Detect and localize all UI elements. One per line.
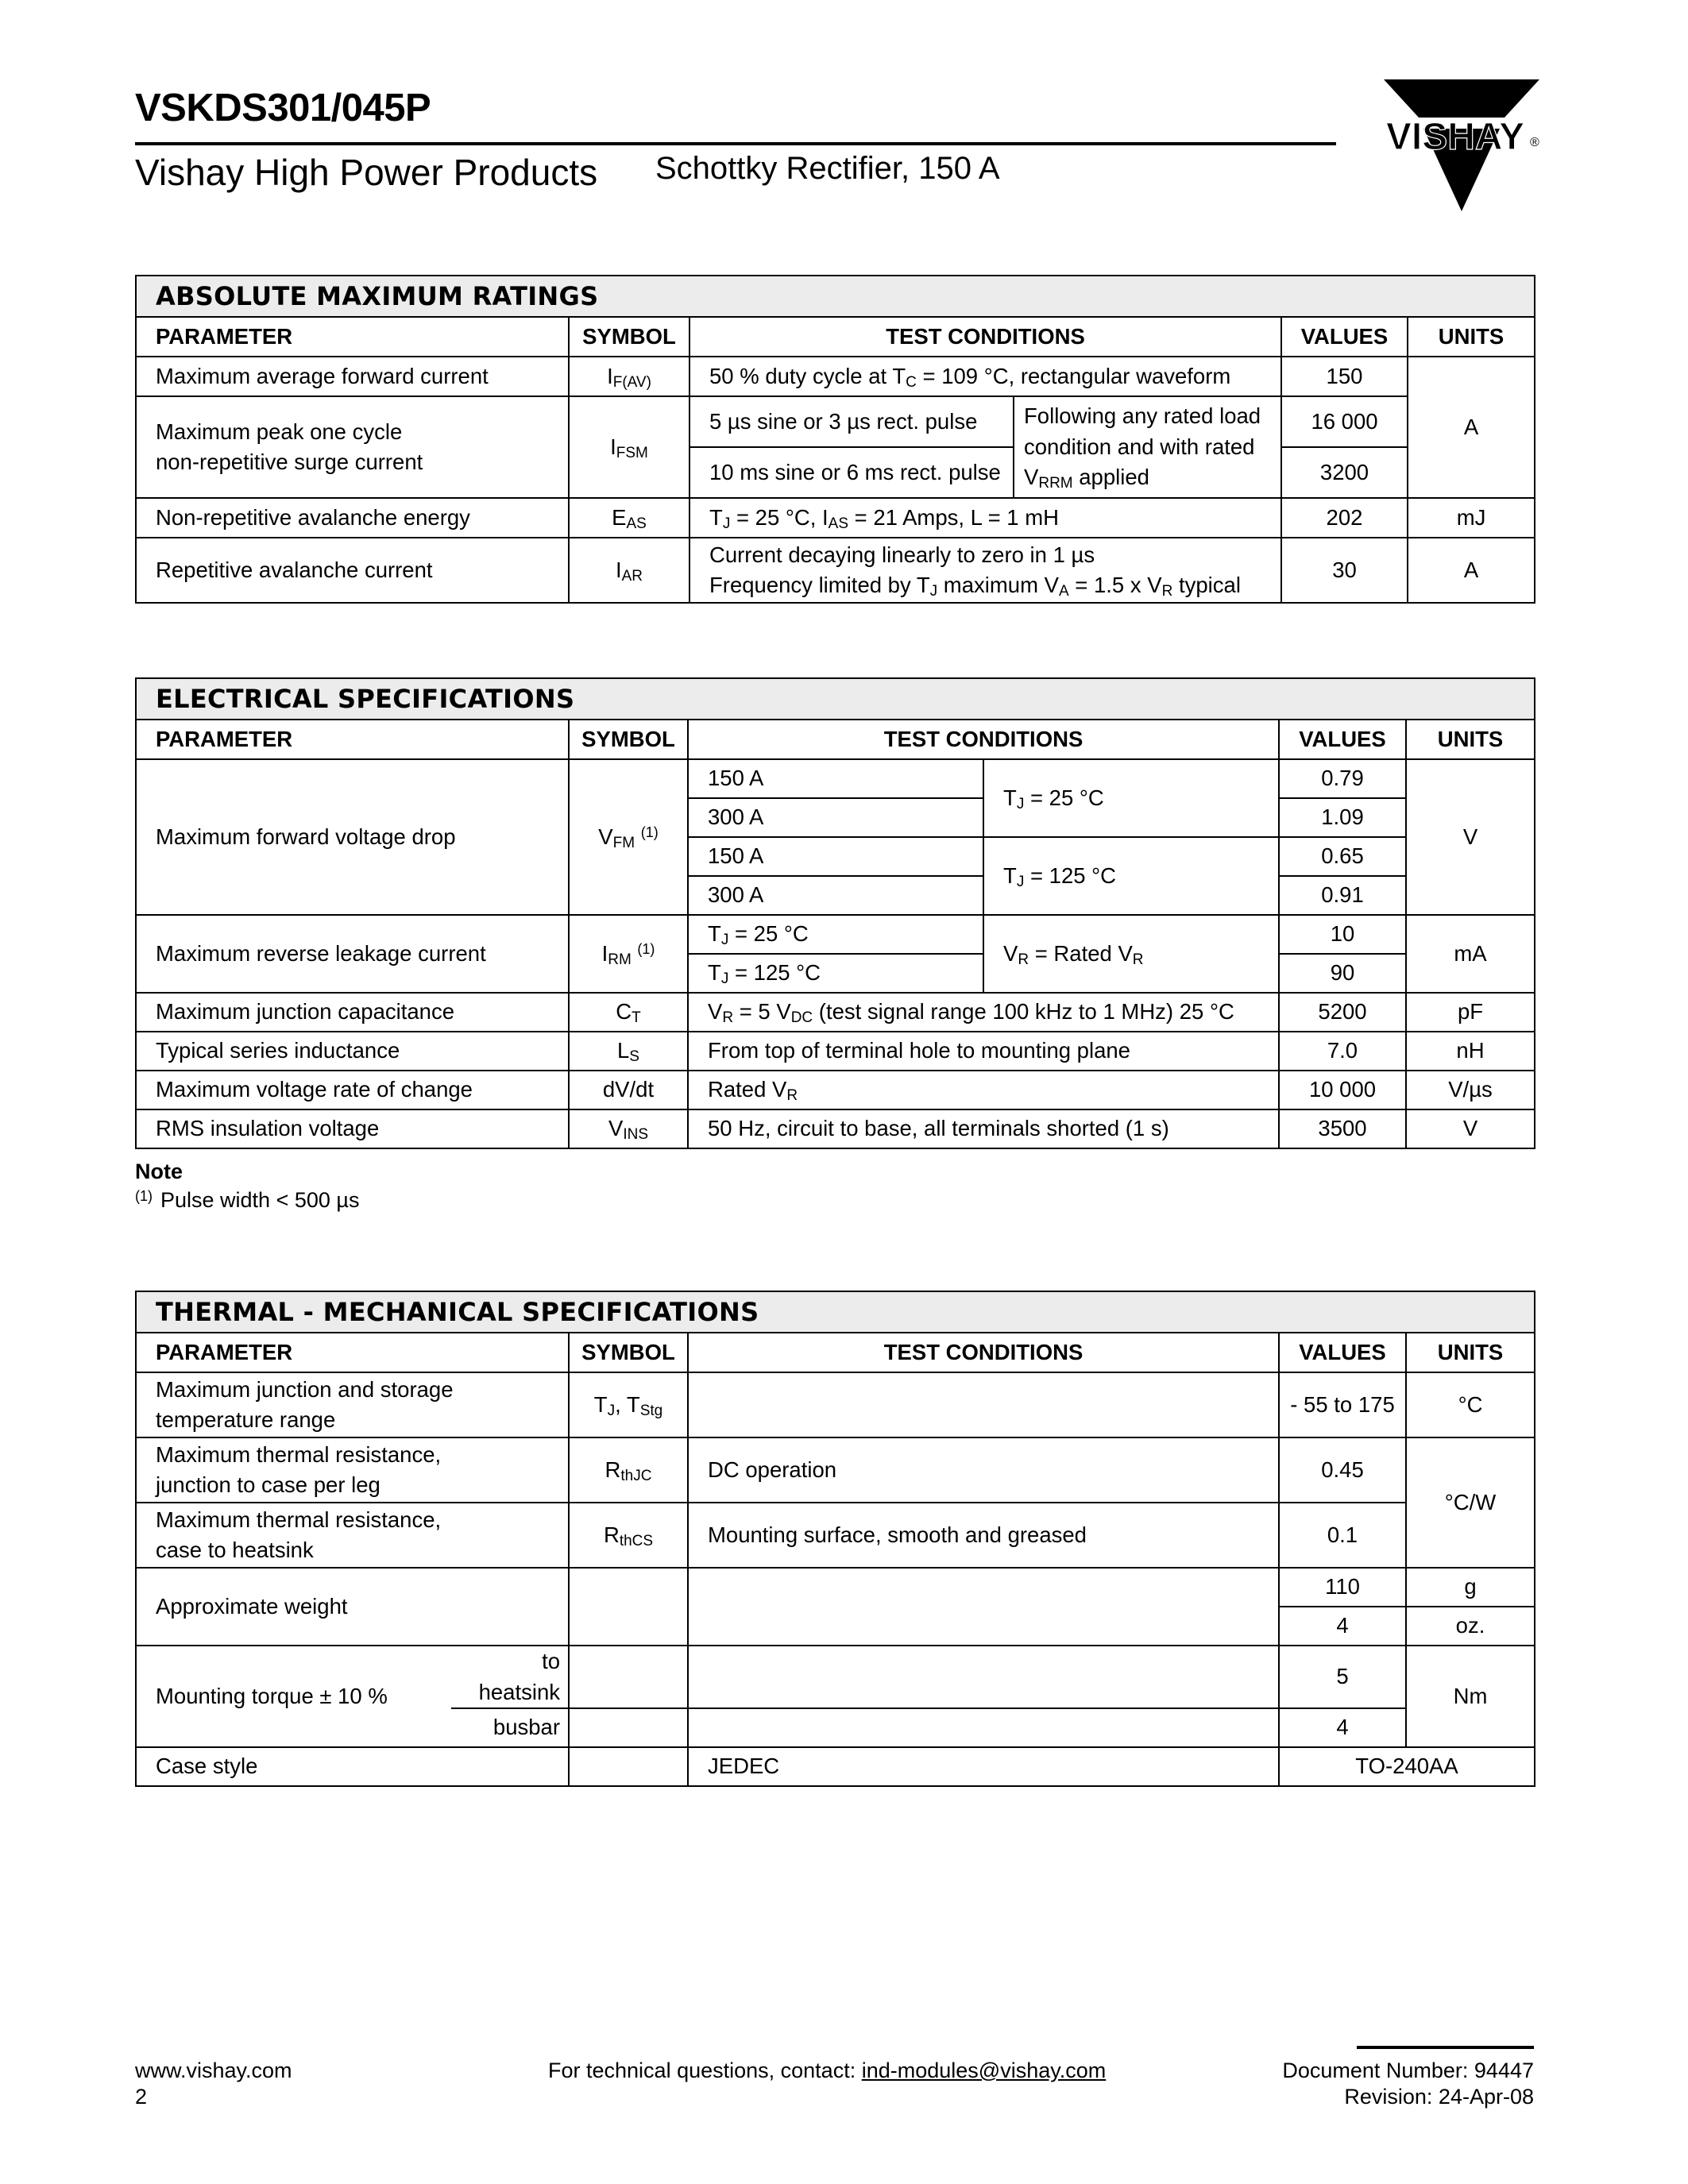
value: - 55 to 175 <box>1279 1372 1406 1437</box>
param: Approximate weight <box>136 1568 569 1646</box>
table-row <box>136 357 1535 396</box>
vishay-logo <box>1384 79 1539 211</box>
col-test-conditions: TEST CONDITIONS <box>688 720 1279 759</box>
value: 16 000 <box>1281 396 1408 447</box>
value: 202 <box>1281 498 1408 538</box>
value: 4 <box>1279 1708 1406 1747</box>
test-condition: 5 µs sine or 3 µs rect. pulse <box>689 396 1014 447</box>
section-title: ELECTRICAL SPECIFICATIONS <box>136 678 1535 720</box>
value: 3500 <box>1279 1109 1406 1148</box>
unit: V/µs <box>1406 1071 1535 1109</box>
unit: A <box>1408 538 1535 603</box>
table-row <box>136 1568 1535 1607</box>
param: Maximum thermal resistance, junction to case per leg <box>136 1437 569 1503</box>
value: 0.91 <box>1279 876 1406 915</box>
test-condition: Mounting surface, smooth and greased <box>688 1503 1279 1568</box>
table-row <box>136 1503 1535 1568</box>
division-name: Vishay High Power Products <box>135 152 598 193</box>
table-row <box>136 1372 1535 1437</box>
logo-text: VISHAY <box>1385 116 1525 158</box>
unit: nH <box>1406 1032 1535 1071</box>
electrical-specifications-table <box>135 677 1535 1149</box>
symbol: $T_J$, $T_{Stg}$ <box>569 1372 688 1437</box>
col-units: UNITS <box>1406 1333 1535 1372</box>
unit: V <box>1406 1109 1535 1148</box>
param: Maximum forward voltage drop <box>136 759 569 915</box>
param: Maximum junction and storage temperature range <box>136 1372 569 1437</box>
param: RMS insulation voltage <box>136 1109 569 1148</box>
thermal-mechanical-table <box>135 1291 1535 1787</box>
col-test-conditions: TEST CONDITIONS <box>688 1333 1279 1372</box>
param: Maximum peak one cycle non-repetitive surge current <box>136 396 569 498</box>
symbol <box>569 1568 688 1646</box>
unit: oz. <box>1406 1607 1535 1646</box>
sub-param: busbar <box>451 1708 569 1747</box>
col-symbol: SYMBOL <box>569 1333 688 1372</box>
param: Maximum thermal resistance, case to heatsink <box>136 1503 569 1568</box>
param: Maximum average forward current <box>136 357 569 396</box>
col-symbol: SYMBOL <box>569 720 688 759</box>
value: 150 <box>1281 357 1408 396</box>
value: 1.09 <box>1279 798 1406 837</box>
value: 30 <box>1281 538 1408 603</box>
value: 0.65 <box>1279 837 1406 876</box>
value: 110 <box>1279 1568 1406 1607</box>
test-temperature: $T_J = 125$ °C <box>688 954 983 993</box>
test-condition-note: Following any rated load condition and with rated $V_{RRM}$ applied <box>1014 396 1281 498</box>
col-values: VALUES <box>1279 720 1406 759</box>
value: 10 <box>1279 915 1406 954</box>
col-units: UNITS <box>1406 720 1535 759</box>
document-number: Document Number: 94447 <box>1282 2059 1534 2082</box>
symbol: $I_{F(AV)}$ <box>569 357 689 396</box>
test-current: 300 A <box>688 876 983 915</box>
param: Maximum junction capacitance <box>136 993 569 1032</box>
test-condition: $T_J = 25$ °C, $I_{AS} = 21$ Amps, L = 1 mH <box>689 498 1281 538</box>
test-current: 300 A <box>688 798 983 837</box>
value: 10 000 <box>1279 1071 1406 1109</box>
param: Typical series inductance <box>136 1032 569 1071</box>
value: TO-240AA <box>1279 1747 1535 1786</box>
value: 5200 <box>1279 993 1406 1032</box>
test-condition: Current decaying linearly to zero in 1 µs Frequency limited by $T_J$ maximum $V_A = 1.5$ x $V_R$ typical <box>689 538 1281 603</box>
value: 7.0 <box>1279 1032 1406 1071</box>
footer-contact: For technical questions, contact: ind-modules@vishay.com <box>548 2059 1107 2082</box>
note-heading: Note <box>135 1160 183 1183</box>
col-parameter: PARAMETER <box>136 1333 569 1372</box>
col-units: UNITS <box>1408 317 1535 357</box>
test-current: 150 A <box>688 837 983 876</box>
param: Maximum voltage rate of change <box>136 1071 569 1109</box>
table-row <box>136 498 1535 538</box>
param: Case style <box>136 1747 569 1786</box>
test-condition: Rated $V_R$ <box>688 1071 1279 1109</box>
col-values: VALUES <box>1279 1333 1406 1372</box>
unit: pF <box>1406 993 1535 1032</box>
symbol: $V_{INS}$ <box>569 1109 688 1148</box>
value: 5 <box>1279 1646 1406 1708</box>
test-condition: From top of terminal hole to mounting plane <box>688 1032 1279 1071</box>
value: 3200 <box>1281 447 1408 498</box>
table-row <box>136 993 1535 1032</box>
symbol: dV/dt <box>569 1071 688 1109</box>
symbol: $L_S$ <box>569 1032 688 1071</box>
value: 90 <box>1279 954 1406 993</box>
unit: A <box>1408 357 1535 498</box>
test-condition: DC operation <box>688 1437 1279 1503</box>
symbol: $R_{thCS}$ <box>569 1503 688 1568</box>
test-condition: 50 % duty cycle at $T_C = 109$ °C, rectangular waveform <box>689 357 1281 396</box>
unit: mJ <box>1408 498 1535 538</box>
contact-email-link[interactable]: ind-modules@vishay.com <box>861 2059 1107 2082</box>
symbol <box>569 1646 688 1708</box>
symbol: $V_{FM}$ $^{(1)}$ <box>569 759 688 915</box>
test-temperature: $T_J = 25$ °C <box>983 759 1279 837</box>
col-values: VALUES <box>1281 317 1408 357</box>
header-rule <box>135 142 1336 145</box>
unit: g <box>1406 1568 1535 1607</box>
absolute-maximum-ratings-table <box>135 275 1535 604</box>
unit: mA <box>1406 915 1535 993</box>
param: Maximum reverse leakage current <box>136 915 569 993</box>
test-condition <box>688 1372 1279 1437</box>
test-condition: 10 ms sine or 6 ms rect. pulse <box>689 447 1014 498</box>
unit: °C <box>1406 1372 1535 1437</box>
test-condition <box>688 1646 1279 1708</box>
test-condition: JEDEC <box>688 1747 1279 1786</box>
section-title: ABSOLUTE MAXIMUM RATINGS <box>136 276 1535 317</box>
symbol: $C_T$ <box>569 993 688 1032</box>
value: 4 <box>1279 1607 1406 1646</box>
symbol <box>569 1708 688 1747</box>
note-item: $^{(1)}$ Pulse width < 500 µs <box>135 1188 360 1212</box>
footer-rule <box>1357 2046 1534 2049</box>
page-number: 2 <box>135 2085 148 2109</box>
table-row <box>136 759 1535 798</box>
table-row <box>136 1109 1535 1148</box>
test-temperature: $T_J = 25$ °C <box>688 915 983 954</box>
test-condition: $V_R$ = Rated $V_R$ <box>983 915 1279 993</box>
table-row <box>136 1032 1535 1071</box>
section-title: THERMAL - MECHANICAL SPECIFICATIONS <box>136 1291 1535 1333</box>
col-symbol: SYMBOL <box>569 317 689 357</box>
symbol <box>569 1747 688 1786</box>
registered-mark: ® <box>1530 136 1539 149</box>
table-row <box>136 538 1535 603</box>
revision-date: Revision: 24-Apr-08 <box>1344 2085 1534 2109</box>
sub-param: to heatsink <box>451 1646 569 1708</box>
test-temperature: $T_J = 125$ °C <box>983 837 1279 915</box>
symbol: $E_{AS}$ <box>569 498 689 538</box>
test-condition: $V_R = 5$ $V_{DC}$ (test signal range 100 kHz to 1 MHz) 25 °C <box>688 993 1279 1032</box>
col-test-conditions: TEST CONDITIONS <box>689 317 1281 357</box>
value: 0.1 <box>1279 1503 1406 1568</box>
symbol: $I_{AR}$ <box>569 538 689 603</box>
value: 0.45 <box>1279 1437 1406 1503</box>
param: Non-repetitive avalanche energy <box>136 498 569 538</box>
table-row <box>136 1071 1535 1109</box>
test-current: 150 A <box>688 759 983 798</box>
symbol: $I_{FSM}$ <box>569 396 689 498</box>
unit: V <box>1406 759 1535 915</box>
page-title: VSKDS301/045P <box>135 87 431 129</box>
test-condition <box>688 1568 1279 1646</box>
param: Mounting torque ± 10 % <box>136 1646 451 1747</box>
table-row <box>136 1747 1535 1786</box>
value: 0.79 <box>1279 759 1406 798</box>
product-description: Schottky Rectifier, 150 A <box>655 151 1000 186</box>
footer-website-link[interactable]: www.vishay.com <box>135 2059 292 2082</box>
unit: °C/W <box>1406 1437 1535 1568</box>
test-condition: 50 Hz, circuit to base, all terminals shorted (1 s) <box>688 1109 1279 1148</box>
col-parameter: PARAMETER <box>136 317 569 357</box>
col-parameter: PARAMETER <box>136 720 569 759</box>
param: Repetitive avalanche current <box>136 538 569 603</box>
table-row <box>136 1437 1535 1503</box>
test-condition <box>688 1708 1279 1747</box>
table-row <box>136 915 1535 954</box>
table-row <box>136 1646 1535 1708</box>
symbol: $R_{thJC}$ <box>569 1437 688 1503</box>
symbol: $I_{RM}$ $^{(1)}$ <box>569 915 688 993</box>
table-row <box>136 396 1535 447</box>
unit: Nm <box>1406 1646 1535 1747</box>
